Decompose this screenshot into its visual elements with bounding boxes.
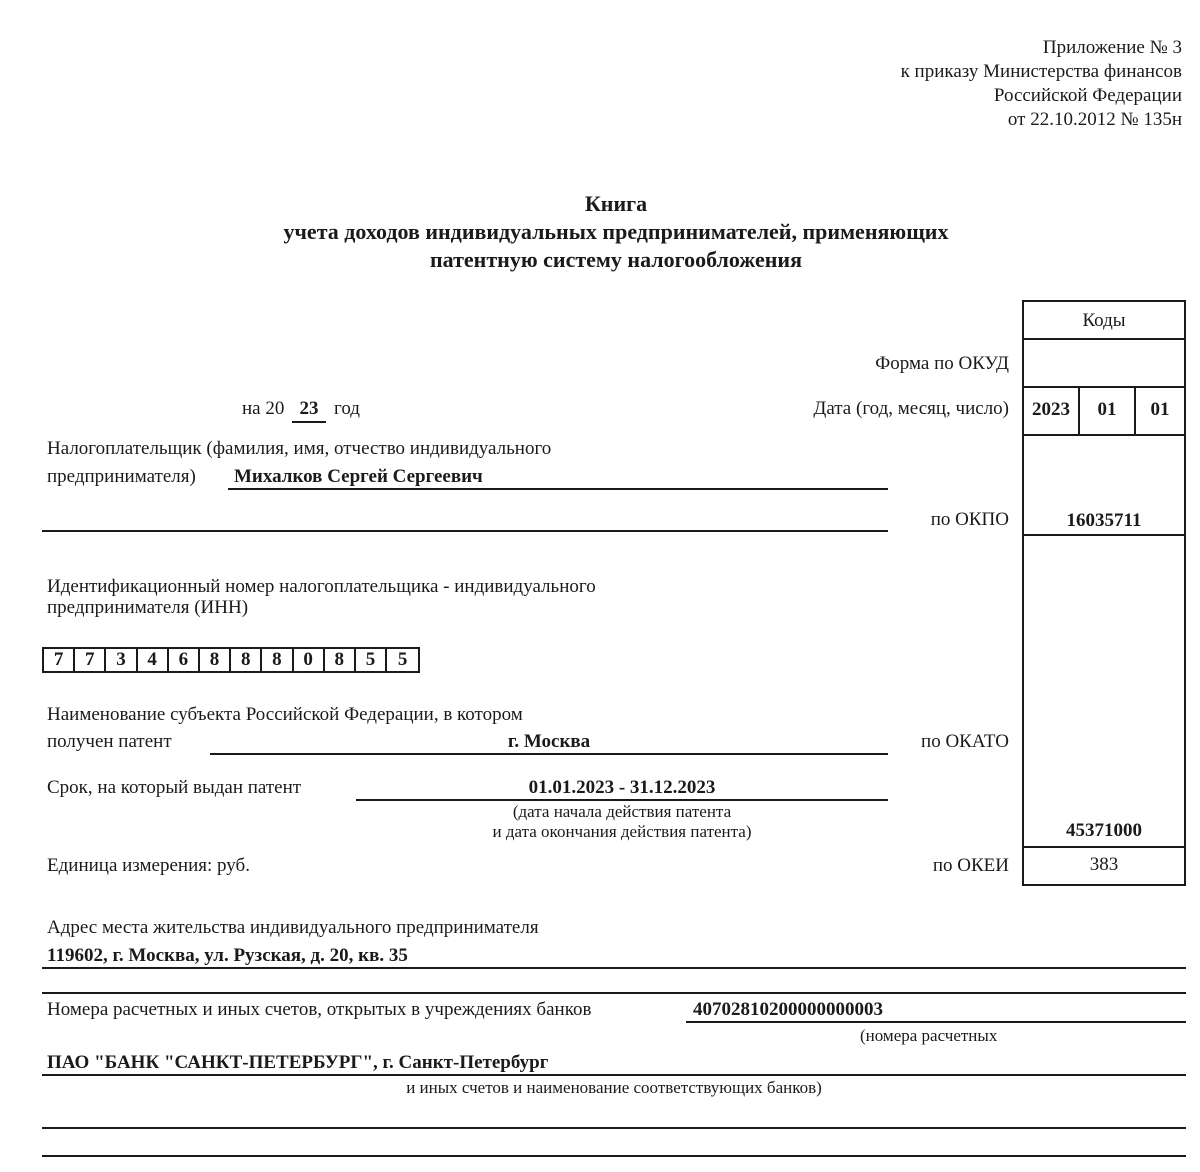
divider <box>1024 386 1184 388</box>
okato-label: по ОКАТО <box>921 731 1009 752</box>
taxpayer-label-2: предпринимателя) <box>47 466 196 487</box>
approval-line: от 22.10.2012 № 135н <box>1007 109 1182 130</box>
taxpayer-name: Михалков Сергей Сергеевич <box>234 466 483 487</box>
region-label-2: получен патент <box>47 731 172 752</box>
approval-line: Приложение № 3 <box>1042 37 1182 58</box>
inn-digit: 8 <box>325 649 356 671</box>
patent-term-label: Срок, на который выдан патент <box>47 777 302 798</box>
year-prefix: на 20 <box>242 398 285 419</box>
divider <box>1024 434 1184 436</box>
region-label-1: Наименование субъекта Российской Федерации, в котором <box>47 704 523 725</box>
patent-term-value: 01.01.2023 - 31.12.2023 <box>528 777 716 798</box>
bank-underline <box>42 1074 1186 1076</box>
patent-term-note-1: (дата начала действия патента <box>512 802 732 821</box>
taxpayer-label-1: Налогоплательщик (фамилия, имя, отчество индивидуального <box>47 438 552 459</box>
approval-line: к приказу Министерства финансов <box>900 61 1182 82</box>
date-year-value: 2023 <box>1032 399 1070 420</box>
bank-name: ПАО "БАНК "САНКТ-ПЕТЕРБУРГ", г. Санкт-Петербург <box>47 1052 549 1073</box>
inn-digit: 0 <box>294 649 325 671</box>
divider <box>1024 846 1184 848</box>
address-underline-2 <box>42 992 1186 994</box>
year-underline <box>292 421 326 423</box>
okei-value: 383 <box>1089 854 1119 875</box>
unit-label: Единица измерения: руб. <box>47 855 250 876</box>
inn-digit: 3 <box>106 649 137 671</box>
date-day-value: 01 <box>1150 399 1170 420</box>
divider <box>1024 534 1184 536</box>
address-value: 119602, г. Москва, ул. Рузская, д. 20, кв. 35 <box>47 945 408 966</box>
codes-header: Коды <box>1082 310 1126 331</box>
date-label: Дата (год, месяц, число) <box>813 398 1009 419</box>
taxpayer-underline <box>228 488 888 490</box>
patent-term-note-2: и дата окончания действия патента) <box>492 822 752 841</box>
account-underline <box>686 1021 1186 1023</box>
taxpayer-underline-2 <box>42 530 888 532</box>
okpo-label: по ОКПО <box>930 509 1009 530</box>
region-value: г. Москва <box>507 731 591 752</box>
address-label: Адрес места жительства индивидуального предпринимателя <box>47 917 539 938</box>
inn-label-2: предпринимателя (ИНН) <box>47 597 249 618</box>
title-line: патентную систему налогообложения <box>430 247 802 272</box>
date-month-value: 01 <box>1097 399 1117 420</box>
codes-box <box>1022 300 1186 886</box>
page-title <box>0 190 1200 274</box>
okato-value: 45371000 <box>1066 820 1142 841</box>
okpo-value: 16035711 <box>1066 510 1142 531</box>
year-suffix: год <box>334 398 360 419</box>
inn-label-1: Идентификационный номер налогоплательщика - индивидуального <box>47 576 596 597</box>
blank-line <box>42 1127 1186 1129</box>
address-underline <box>42 967 1186 969</box>
inn-digit: 7 <box>75 649 106 671</box>
inn-digit: 6 <box>169 649 200 671</box>
accounts-label: Номера расчетных и иных счетов, открытых в учреждениях банков <box>47 999 592 1020</box>
inn-digit: 8 <box>262 649 293 671</box>
inn-digit: 5 <box>397 649 408 670</box>
title-line: учета доходов индивидуальных предпринимателей, применяющих <box>283 219 949 244</box>
okei-label: по ОКЕИ <box>932 855 1009 876</box>
approval-block <box>901 36 1182 132</box>
inn-digit: 4 <box>138 649 169 671</box>
accounts-note-1: (номера расчетных <box>860 1026 998 1045</box>
inn-digit: 8 <box>200 649 231 671</box>
inn-digit: 5 <box>356 649 387 671</box>
account-number: 40702810200000000003 <box>693 999 883 1020</box>
region-underline <box>210 753 888 755</box>
inn-digit: 7 <box>44 649 75 671</box>
blank-line <box>42 1155 1186 1157</box>
approval-line: Российской Федерации <box>993 85 1182 106</box>
divider <box>1024 338 1184 340</box>
year-value: 23 <box>299 398 319 419</box>
accounts-note-2: и иных счетов и наименование соответствующих банков) <box>406 1078 822 1097</box>
inn-boxes <box>42 647 420 673</box>
patent-term-underline <box>356 799 888 801</box>
inn-digit: 8 <box>231 649 262 671</box>
title-line: Книга <box>584 191 648 216</box>
okud-label: Форма по ОКУД <box>875 353 1009 374</box>
